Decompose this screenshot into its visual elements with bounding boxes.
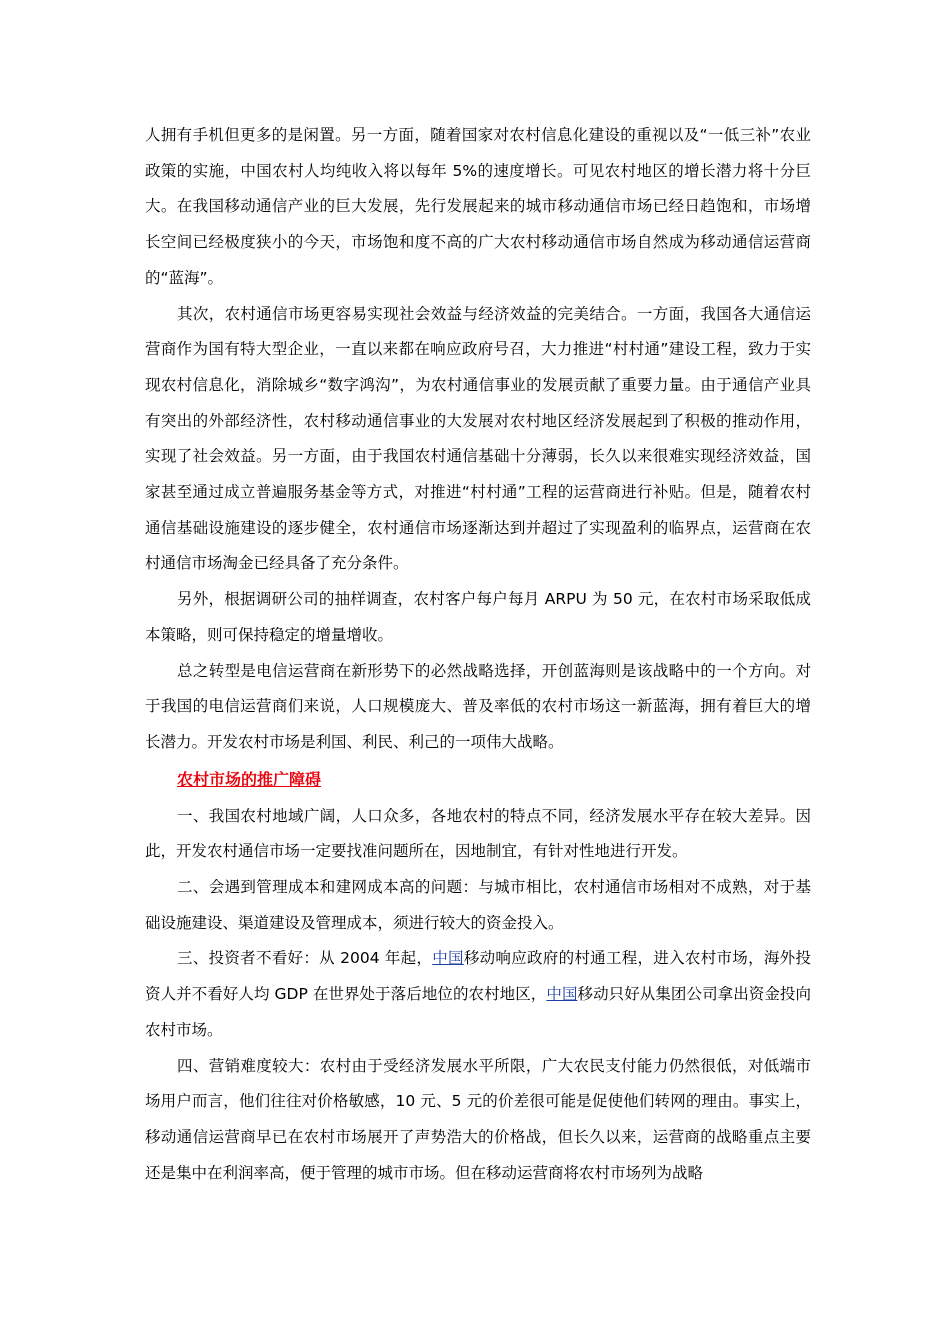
china-link-1[interactable]: 中国 <box>432 949 464 968</box>
obstacle-item-3-text-a: 三、投资者不看好：从 2004 年起， <box>177 949 433 968</box>
obstacle-item-4: 四、营销难度较大：农村由于受经济发展水平所限，广大农民支付能力仍然很低，对低端市场用户而言，他们往往对价格敏感，10 元、5 元的价差很可能是促使他们转网的理由。事实上，移动通信运营商早已在农村市场展开了声势浩大的价格战，但长久以来，运营商的战略重点主要还是集中在利润率高，便于管理的城市市场。但在移动运营商将农村市场列为战略 <box>145 1056 811 1182</box>
section-heading-promotion-obstacles: 农村市场的推广障碍 <box>177 769 322 789</box>
document-page <box>145 118 811 1191</box>
paragraph-conclusion: 总之转型是电信运营商在新形势下的必然战略选择，开创蓝海则是该战略中的一个方向。对于我国的电信运营商们来说，人口规模庞大、普及率低的农村市场这一新蓝海，拥有着巨大的增长潜力。开发农村市场是利国、利民、利己的一项伟大战略。 <box>145 661 811 751</box>
obstacle-item-3 <box>145 941 811 1048</box>
china-link-2[interactable]: 中国 <box>546 985 578 1004</box>
paragraph-rural-growth-potential: 人拥有手机但更多的是闲置。另一方面，随着国家对农村信息化建设的重视以及“一低三补”农业政策的实施，中国农村人均纯收入将以每年 5%的速度增长。可见农村地区的增长潜力将十分巨大。在我国移动通信产业的巨大发展，先行发展起来的城市移动通信市场已经日趋饱和，市场增长空间已经极度狭小的今天，市场饱和度不高的广大农村移动通信市场自然成为移动通信运营商的“蓝海”。 <box>145 126 811 287</box>
obstacle-item-3-text-b: 移动响应政府的村通工程，进入农村市场，海外投资人并不看好人均 GDP 在世界处于落后地位的农村地区， <box>145 949 811 1004</box>
obstacle-item-2: 二、会遇到管理成本和建网成本高的问题：与城市相比，农村通信市场相对不成熟，对于基础设施建设、渠道建设及管理成本，须进行较大的资金投入。 <box>145 878 811 932</box>
paragraph-social-economic-benefit: 其次，农村通信市场更容易实现社会效益与经济效益的完美结合。一方面，我国各大通信运营商作为国有特大型企业，一直以来都在响应政府号召，大力推进“村村通”建设工程，致力于实现农村信息化，消除城乡“数字鸿沟”，为农村通信事业的发展贡献了重要力量。由于通信产业具有突出的外部经济性，农村移动通信事业的大发展对农村地区经济发展起到了积极的推动作用，实现了社会效益。另一方面，由于我国农村通信基础十分薄弱，长久以来很难实现经济效益，国家甚至通过成立普遍服务基金等方式，对推进“村村通”工程的运营商进行补贴。但是，随着农村通信基础设施建设的逐步健全，农村通信市场逐渐达到并超过了实现盈利的临界点，运营商在农村通信市场淘金已经具备了充分条件。 <box>145 304 811 573</box>
paragraph-arpu-survey: 另外，根据调研公司的抽样调查，农村客户每户每月 ARPU 为 50 元，在农村市场采取低成本策略，则可保持稳定的增量增收。 <box>145 590 811 644</box>
obstacle-item-3-text-c: 移动只好从集团公司拿出资金投向农村市场。 <box>145 985 811 1039</box>
obstacle-item-1: 一、我国农村地域广阔，人口众多，各地农村的特点不同，经济发展水平存在较大差异。因此，开发农村通信市场一定要找准问题所在，因地制宜，有针对性地进行开发。 <box>145 806 811 861</box>
